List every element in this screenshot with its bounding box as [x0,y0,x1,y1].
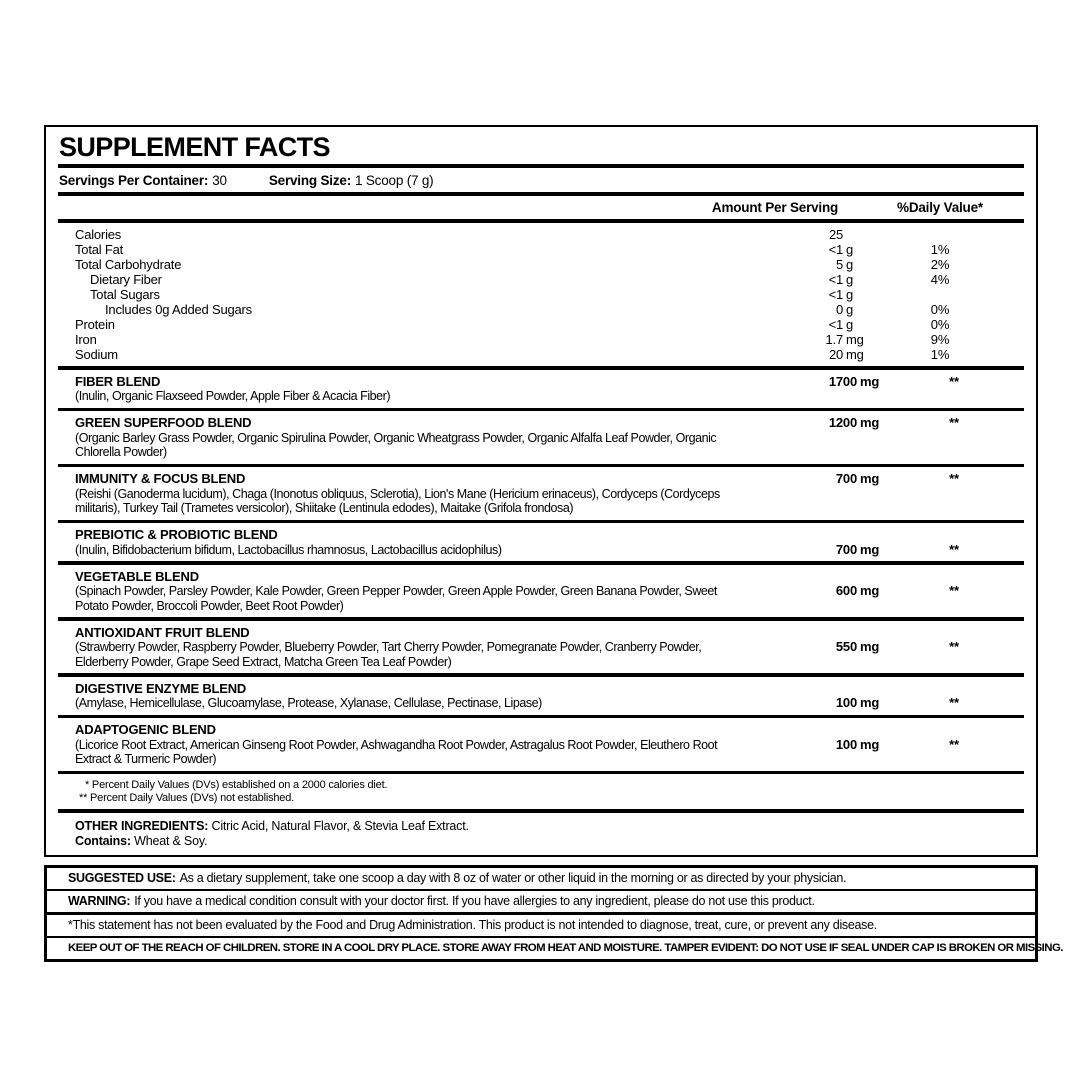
fda-disclaimer-text: *This statement has not been evaluated by the Food and Drug Administration. This product is not intended to diagnose, treat, cure, or prevent any disease. [68,917,877,932]
blend-amount-unit: mg [860,695,880,710]
blend-daily-value: ** [949,736,959,752]
blend-name: FIBER BLEND [75,373,161,389]
nutrient-amount-value: <1 [828,272,843,287]
footnote-dv-not-established: ** Percent Daily Values (DVs) not established. [79,792,294,804]
warning-label: WARNING: [68,894,131,908]
blend-text [58,528,724,557]
nutrient-name: Calories [75,227,122,242]
blend-name: IMMUNITY & FOCUS BLEND [75,471,246,486]
blend-section [58,370,1024,408]
storage-warning-row [47,938,1063,959]
nutrient-amount [710,227,870,242]
nutrient-amount-unit: g [846,242,854,257]
blend-amount [724,723,884,752]
blend-name: ANTIOXIDANT FRUIT BLEND [75,624,250,640]
nutrient-amount-value: 0 [835,302,843,317]
nutrient-name: Iron [75,332,97,347]
blend-text [58,472,724,516]
nutrient-amount-unit: g [846,257,854,272]
fda-disclaimer-row [47,915,1035,936]
blend-amount-unit: mg [860,541,880,557]
nutrient-name: Sodium [75,347,118,362]
nutrient-amount-unit: g [846,287,854,302]
nutrient-row [58,242,1024,257]
blend-name: VEGETABLE BLEND [75,568,199,584]
blend-ingredients: (Inulin, Organic Flaxseed Powder, Apple Fiber & Acacia Fiber) [75,389,391,403]
nutrient-amount [710,242,870,257]
blend-daily-value: ** [949,415,959,430]
blend-amount-unit: mg [860,639,880,654]
blend-text [58,682,724,711]
other-ingredients-label: OTHER INGREDIENTS: [75,818,209,833]
blend-text [58,626,724,670]
blend-amount-value: 100 [835,695,857,710]
nutrient-amount-value: 25 [828,227,843,242]
nutrient-row [58,347,1024,362]
nutrient-amount [710,287,870,302]
servings-row [58,168,1024,192]
blend-section [58,621,1024,674]
other-ingredients-section [58,813,1024,855]
nutrient-name: Includes 0g Added Sugars [105,302,252,317]
blend-amount-value: 1200 [828,415,857,430]
nutrient-row [58,332,1024,347]
servings-per-container-label: Servings Per Container: [59,172,209,188]
blend-text [58,416,724,460]
contains-value: Wheat & Soy. [134,833,208,848]
blend-amount [724,416,884,431]
nutrient-daily-value: 0% [930,302,950,317]
blend-text [58,375,724,404]
nutrient-amount [710,272,870,287]
nutrient-daily-value: 2% [930,257,950,272]
blend-name: DIGESTIVE ENZYME BLEND [75,680,247,696]
nutrient-amount-unit: g [846,272,854,287]
blend-amount-unit: mg [860,471,880,486]
blend-section [58,718,1024,771]
nutrient-amount-unit: g [846,317,854,332]
blend-ingredients: (Organic Barley Grass Powder, Organic Spirulina Powder, Organic Wheatgrass Powder, Organic Alfalfa Leaf Powder, Organic Chlorella Powder) [75,430,717,459]
blend-amount [724,472,884,487]
blend-daily-value: ** [949,471,959,486]
blend-ingredients: (Amylase, Hemicellulase, Glucoamylase, Protease, Xylanase, Cellulase, Pectinase, Lipase) [75,696,542,710]
blend-amount-value: 600 [835,583,857,598]
nutrient-amount-unit [843,227,870,242]
blend-section [58,677,1024,715]
footnote-dv-established: * Percent Daily Values (DVs) established on a 2000 calories diet. [85,779,388,791]
blend-daily-value: ** [949,695,959,710]
warning-row [47,891,1035,912]
blend-section [58,467,1024,520]
blend-amount [724,528,884,557]
supplement-facts-box [44,125,1038,857]
blend-amount-value: 1700 [828,373,857,389]
nutrient-amount [710,302,870,317]
blend-section [58,565,1024,618]
blend-text [58,570,724,614]
nutrient-name: Total Fat [75,242,124,257]
blend-section [58,411,1024,464]
nutrient-daily-value: 4% [930,272,950,287]
nutrient-daily-value: 0% [930,317,950,332]
blend-amount [724,375,884,390]
column-header-daily-value: %Daily Value* [897,200,983,215]
nutrient-amount [710,257,870,272]
nutrient-amount-value: <1 [828,287,843,302]
nutrient-amount [710,317,870,332]
blend-name: PREBIOTIC & PROBIOTIC BLEND [75,527,278,542]
nutrient-amount [710,332,870,347]
blend-name: ADAPTOGENIC BLEND [75,722,216,737]
blend-ingredients: (Licorice Root Extract, American Ginseng Root Powder, Ashwagandha Root Powder, Astragalus Root Powder, Eleuthero Root Extract & Turmeric Powder) [75,737,718,766]
nutrients-table [58,223,1024,366]
nutrient-amount-unit: g [846,302,854,317]
blend-amount-unit: mg [860,415,880,430]
blends-list [58,370,1024,775]
blend-amount-unit: mg [860,583,880,598]
nutrient-name: Total Sugars [90,287,160,302]
blend-daily-value: ** [949,373,959,389]
serving-size-value: 1 Scoop (7 g) [355,172,434,188]
storage-warning-text: KEEP OUT OF THE REACH OF CHILDREN. STORE IN A COOL DRY PLACE. STORE AWAY FROM HEAT AND MOISTURE. TAMPER EVIDENT: DO NOT USE IF SEAL UNDER CAP IS BROKEN OR MISSING. [68,942,1063,954]
blend-ingredients: (Spinach Powder, Parsley Powder, Kale Powder, Green Pepper Powder, Green Apple Powder, Green Banana Powder, Sweet Potato Powder, Broccoli Powder, Beet Root Powder) [75,584,717,613]
nutrient-amount-value: 5 [835,257,843,272]
nutrient-amount-value: 20 [828,347,843,362]
blend-amount-value: 700 [835,541,857,557]
blend-name: GREEN SUPERFOOD BLEND [75,415,252,430]
suggested-use-row [47,868,1035,889]
servings-per-container-value: 30 [212,172,227,188]
column-headers-row [58,196,1024,219]
blend-ingredients: (Reishi (Ganoderma lucidum), Chaga (Inonotus obliquus, Sclerotia), Lion's Mane (Hericium erinaceus), Cordyceps (Cordyceps militaris), Turkey Tail (Trametes versicolor), Shiitake (Lentinula edodes), Maitake (Grifola frondosa) [75,486,720,515]
blend-amount-value: 550 [835,639,857,654]
blend-amount-value: 100 [835,736,857,752]
footnotes [58,774,1024,809]
nutrient-row [58,317,1024,332]
blend-amount-value: 700 [835,471,857,486]
other-ingredients-value: Citric Acid, Natural Flavor, & Stevia Leaf Extract. [211,818,469,833]
blend-daily-value: ** [949,583,959,598]
contains-line [58,834,1024,849]
nutrient-daily-value: 1% [930,347,950,362]
nutrient-row [58,257,1024,272]
nutrient-daily-value: 1% [930,242,950,257]
blend-text [58,723,724,767]
nutrient-row [58,227,1024,242]
blend-amount [724,682,884,711]
nutrient-name: Dietary Fiber [90,272,162,287]
nutrient-name: Total Carbohydrate [75,257,182,272]
column-header-amount: Amount Per Serving [711,200,839,215]
blend-ingredients: (Strawberry Powder, Raspberry Powder, Blueberry Powder, Tart Cherry Powder, Pomegranate Powder, Cranberry Powder, Elderberry Powder, Grape Seed Extract, Matcha Green Tea Leaf Powder) [75,640,702,669]
blend-section [58,523,1024,561]
blend-amount-unit: mg [860,373,880,389]
blend-amount-unit: mg [860,736,880,752]
contains-label: Contains: [75,833,131,848]
nutrient-row [58,287,1024,302]
nutrient-name: Protein [75,317,115,332]
suggested-use-label: SUGGESTED USE: [68,870,176,885]
blend-amount [724,570,884,599]
suggested-use-text: As a dietary supplement, take one scoop a day with 8 oz of water or other liquid in the morning or as directed by your physician. [179,870,847,885]
serving-size-label: Serving Size: [268,172,352,188]
blend-daily-value: ** [949,541,959,557]
nutrient-amount-unit: mg [846,347,864,362]
blend-ingredients: (Inulin, Bifidobacterium bifidum, Lactobacillus rhamnosus, Lactobacillus acidophilus) [75,542,502,557]
nutrient-row [58,272,1024,287]
nutrient-amount-unit: mg [846,332,864,347]
facts-title: SUPPLEMENT FACTS [59,132,330,162]
nutrient-row [58,302,1024,317]
nutrient-amount-value: <1 [828,242,843,257]
usage-warning-box [44,865,1063,963]
nutrient-daily-value: 9% [930,332,950,347]
other-ingredients-line [58,819,1024,834]
blend-amount [724,626,884,655]
facts-box-inner [58,127,1024,855]
blend-daily-value: ** [949,639,959,654]
nutrient-amount-value: <1 [828,317,843,332]
warning-text: If you have a medical condition consult with your doctor first. If you have allergies to any ingredient, please do not use this product. [134,894,815,908]
nutrient-amount-value: 1.7 [825,332,843,347]
nutrient-amount [710,347,870,362]
